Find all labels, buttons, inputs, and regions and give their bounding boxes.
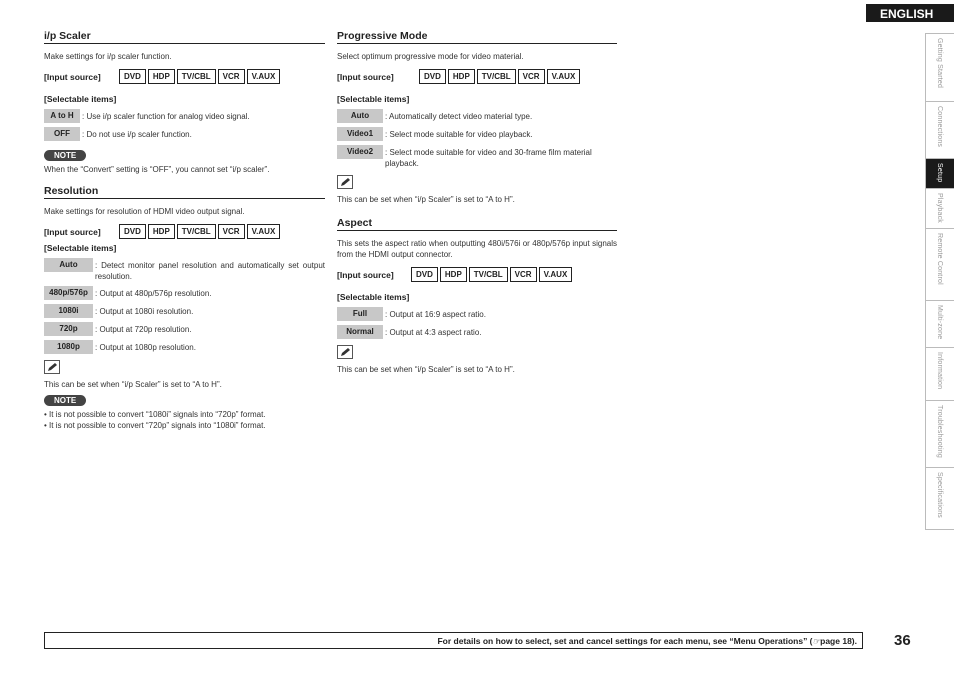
item-key: Normal (337, 325, 383, 339)
item-key: Video1 (337, 127, 383, 141)
nav-label: Specifications (936, 472, 943, 518)
item-description: : Output at 720p resolution. (95, 325, 192, 334)
item-key: Full (337, 307, 383, 321)
item-key: 1080p (44, 340, 93, 354)
source-vcr: VCR (518, 69, 545, 84)
nav-label: Connections (936, 106, 943, 148)
source-tvcbl: TV/CBL (469, 267, 508, 282)
aspect-section (337, 217, 617, 375)
nav-remote-control[interactable] (925, 228, 954, 300)
item-description: : Select mode suitable for video and 30-frame film material playback. (385, 148, 592, 168)
item-key: 480p/576p (44, 286, 93, 300)
footer-text-before: For details on how to select, set and cancel settings for each menu, see “Menu Operations” ( (437, 636, 813, 646)
nav-label: Setup (936, 163, 943, 183)
section-description: Select optimum progressive mode for video material. (337, 52, 524, 61)
note-text: • It is not possible to convert “1080i” signals into “720p” format. (44, 410, 266, 419)
selectable-items-label: [Selectable items] (44, 243, 117, 253)
source-vaux: V.AUX (547, 69, 581, 84)
selectable-item (337, 325, 617, 339)
resolution-section (44, 185, 325, 431)
section-description: Make settings for i/p scaler function. (44, 52, 172, 61)
footer-text-after: page 18). (820, 636, 857, 646)
item-description: : Automatically detect video material type. (385, 112, 533, 121)
source-vaux: V.AUX (539, 267, 573, 282)
memo-icon (44, 360, 60, 374)
item-description: : Output at 16:9 aspect ratio. (385, 310, 486, 319)
input-source-label: [Input source] (337, 71, 394, 82)
selectable-items-label: [Selectable items] (44, 94, 117, 104)
section-title: Aspect (337, 217, 617, 231)
item-description: : Output at 1080p resolution. (95, 343, 196, 352)
nav-label: Multi-zone (936, 305, 943, 340)
item-key: 720p (44, 322, 93, 336)
source-dvd: DVD (119, 69, 146, 84)
nav-label: Playback (936, 193, 943, 224)
note-badge: NOTE (44, 395, 86, 406)
input-source-row (44, 224, 325, 239)
ip-scaler-section (44, 30, 325, 175)
input-source-label: [Input source] (337, 269, 394, 280)
memo-icon (337, 345, 353, 359)
item-key: Auto (44, 258, 93, 272)
selectable-item (44, 109, 325, 123)
source-dvd: DVD (119, 224, 146, 239)
source-vaux: V.AUX (247, 69, 281, 84)
source-vaux: V.AUX (247, 224, 281, 239)
memo-text: This can be set when “i/p Scaler” is set to “A to H”. (337, 195, 515, 204)
section-title: Resolution (44, 185, 325, 199)
selectable-item (337, 109, 617, 123)
right-column (337, 30, 617, 375)
memo-text: This can be set when “i/p Scaler” is set to “A to H”. (44, 380, 222, 389)
source-hdp: HDP (440, 267, 467, 282)
source-vcr: VCR (510, 267, 537, 282)
nav-multi-zone[interactable] (925, 300, 954, 347)
source-dvd: DVD (419, 69, 446, 84)
item-description: : Output at 480p/576p resolution. (95, 289, 212, 298)
item-description: : Do not use i/p scaler function. (82, 130, 192, 139)
item-description: : Use i/p scaler function for analog video signal. (82, 112, 250, 121)
source-hdp: HDP (448, 69, 475, 84)
nav-playback[interactable] (925, 188, 954, 228)
source-vcr: VCR (218, 224, 245, 239)
note-text: When the “Convert” setting is “OFF”, you cannot set “i/p scaler”. (44, 165, 270, 174)
item-key: 1080i (44, 304, 93, 318)
source-hdp: HDP (148, 69, 175, 84)
page-reference-icon: ☞ (812, 636, 821, 646)
nav-label: Getting Started (936, 38, 943, 89)
nav-label: Remote Control (936, 233, 943, 285)
footer-reference (44, 632, 863, 649)
input-source-row (337, 267, 617, 282)
item-key: Auto (337, 109, 383, 123)
language-tab: ENGLISH (866, 4, 954, 22)
selectable-item (337, 145, 617, 169)
nav-troubleshooting[interactable] (925, 400, 954, 467)
item-key: Video2 (337, 145, 383, 159)
selectable-item (337, 307, 617, 321)
nav-specifications[interactable] (925, 467, 954, 530)
nav-setup[interactable] (925, 158, 954, 188)
selectable-item (44, 340, 325, 354)
source-tvcbl: TV/CBL (177, 224, 216, 239)
note-text: • It is not possible to convert “720p” signals into “1080i” format. (44, 421, 266, 430)
memo-icon (337, 175, 353, 189)
input-source-label: [Input source] (44, 226, 101, 237)
left-column (44, 30, 325, 431)
nav-label: Information (936, 352, 943, 390)
selectable-items-label: [Selectable items] (337, 94, 410, 104)
selectable-item (337, 127, 617, 141)
nav-getting-started[interactable] (925, 33, 954, 101)
item-key: A to H (44, 109, 80, 123)
selectable-item (44, 304, 325, 318)
item-description: : Detect monitor panel resolution and automatically set output resolution. (95, 261, 325, 281)
section-title: i/p Scaler (44, 30, 325, 44)
item-description: : Output at 4:3 aspect ratio. (385, 328, 482, 337)
selectable-item (44, 286, 325, 300)
nav-label: Troubleshooting (936, 405, 943, 458)
note-badge: NOTE (44, 150, 86, 161)
section-title: Progressive Mode (337, 30, 617, 44)
nav-connections[interactable] (925, 101, 954, 158)
nav-information[interactable] (925, 347, 954, 400)
section-description: Make settings for resolution of HDMI video output signal. (44, 207, 245, 216)
section-description: This sets the aspect ratio when outputting 480i/576i or 480p/576p input signals from the HDMI output connector. (337, 239, 617, 259)
input-source-row (44, 69, 325, 84)
progressive-mode-section (337, 30, 617, 205)
item-description: : Select mode suitable for video playback. (385, 130, 533, 139)
input-source-row (337, 69, 617, 84)
selectable-items-label: [Selectable items] (337, 292, 410, 302)
source-tvcbl: TV/CBL (177, 69, 216, 84)
memo-text: This can be set when “i/p Scaler” is set to “A to H”. (337, 365, 515, 374)
source-hdp: HDP (148, 224, 175, 239)
item-key: OFF (44, 127, 80, 141)
side-navigation (925, 33, 954, 530)
source-vcr: VCR (218, 69, 245, 84)
selectable-item (44, 127, 325, 141)
page-number: 36 (894, 632, 911, 649)
item-description: : Output at 1080i resolution. (95, 307, 194, 316)
selectable-item (44, 258, 325, 282)
input-source-label: [Input source] (44, 71, 101, 82)
selectable-item (44, 322, 325, 336)
source-dvd: DVD (411, 267, 438, 282)
source-tvcbl: TV/CBL (477, 69, 516, 84)
